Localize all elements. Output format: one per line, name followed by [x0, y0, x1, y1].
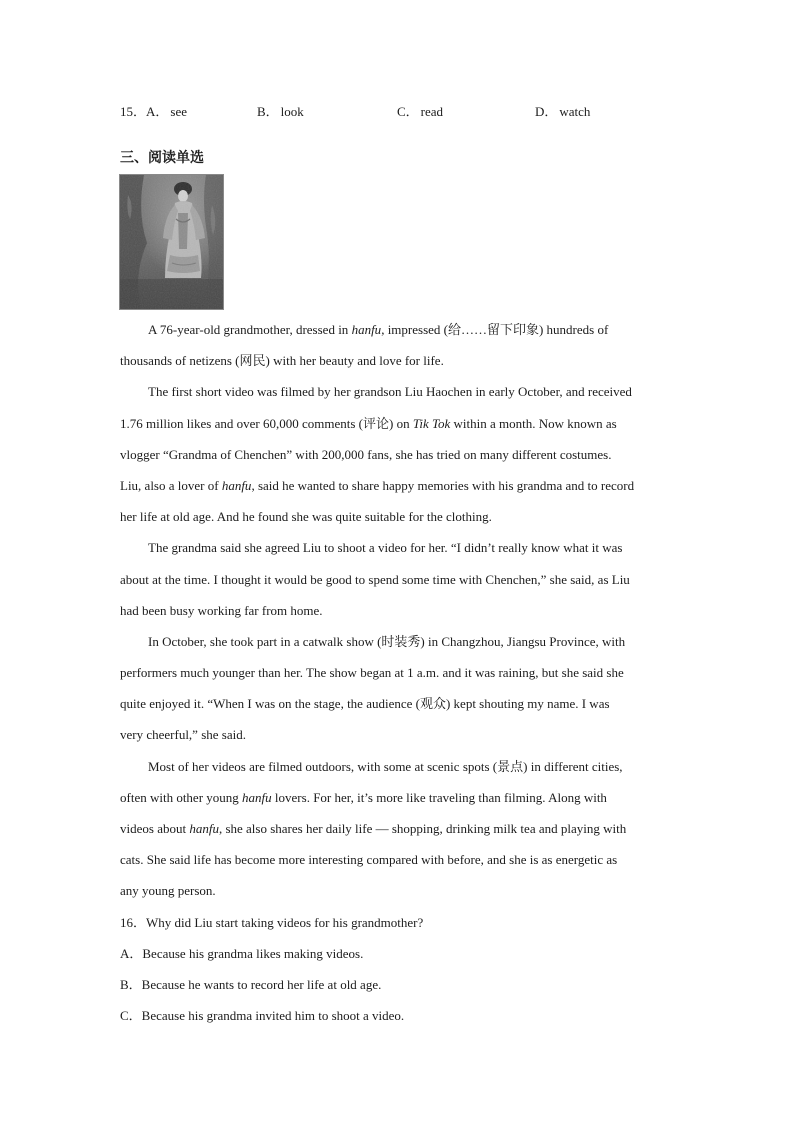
question-15-number: 15． [120, 104, 147, 119]
question-15-option-c [397, 104, 443, 120]
text-run: lovers. For her, it’s more like traveling than filming. Along with [271, 789, 607, 805]
passage-line [120, 376, 720, 407]
passage-line [120, 564, 720, 595]
text-run: performers much younger than her. The show began at 1 a.m. and it was raining, but she said she [120, 665, 624, 681]
question-16 [120, 907, 720, 1032]
passage-line [120, 470, 720, 501]
text-run: Liu, also a lover of [120, 477, 222, 493]
photo-grain [120, 175, 223, 309]
photo-image [120, 175, 223, 309]
passage-line [120, 314, 720, 345]
passage-line [120, 408, 720, 439]
passage-line [120, 501, 720, 532]
text-run: , impressed (给……留下印象) hundreds of [381, 322, 609, 337]
option-text: see [170, 104, 187, 119]
text-run: any young person. [120, 883, 216, 899]
passage-photo [120, 175, 223, 309]
text-run: videos about [120, 821, 190, 836]
text-run: The grandma said she agreed Liu to shoot a video for her. “I didn’t really know what it was [148, 540, 623, 556]
italic-term: hanfu [351, 322, 382, 337]
question-15 [0, 104, 794, 120]
passage-line [120, 782, 720, 813]
question-15-option-a [146, 104, 187, 120]
option-text: look [280, 104, 304, 119]
text-run: In October, she took part in a catwalk show (时装秀) in Changzhou, Jiangsu Province, with [148, 633, 626, 649]
passage-line [120, 844, 720, 875]
passage [120, 314, 720, 907]
option-text: read [420, 104, 444, 119]
passage-line [120, 439, 720, 470]
section-heading: 三、阅读单选 [120, 150, 204, 166]
text-run: vlogger “Grandma of Chenchen” with 200,000 fans, she has tried on many different costumes. [120, 446, 612, 462]
question-16-option-b: B．Because he wants to record her life at old age. [120, 976, 382, 992]
passage-paragraph-3 [120, 532, 720, 626]
text-run: A 76-year-old grandmother, dressed in [148, 322, 352, 337]
question-15-option-d [535, 104, 590, 120]
passage-line [120, 532, 720, 563]
text-run: Most of her videos are filmed outdoors, with some at scenic spots (景点) in different cities, [148, 758, 623, 774]
option-letter: B． [257, 104, 279, 119]
text-run: about at the time. I thought it would be good to spend some time with Chenchen,” she said, as Liu [120, 571, 630, 587]
passage-line [120, 345, 720, 376]
passage-line [120, 657, 720, 688]
passage-line [120, 813, 720, 844]
passage-paragraph-5 [120, 751, 720, 907]
text-run: The first short video was filmed by her grandson Liu Haochen in early October, and received [148, 384, 632, 400]
option-text: watch [559, 104, 591, 119]
passage-line [120, 626, 720, 657]
text-run: cats. She said life has become more interesting compared with before, and she is as energetic as [120, 852, 618, 868]
text-run: thousands of netizens (网民) with her beauty and love for life. [120, 353, 444, 369]
text-run: had been busy working far from home. [120, 602, 323, 618]
text-run: within a month. Now known as [450, 415, 617, 431]
text-run: her life at old age. And he found she was quite suitable for the clothing. [120, 509, 492, 525]
italic-term: hanfu [221, 477, 252, 493]
option-letter: D． [535, 104, 558, 119]
passage-line [120, 875, 720, 906]
passage-line [120, 595, 720, 626]
question-16-stem: 16．Why did Liu start taking videos for his grandmother? [120, 914, 424, 930]
text-run: , she also shares her daily life — shopping, drinking milk tea and playing with [218, 821, 627, 836]
italic-term: hanfu [242, 789, 272, 805]
text-run: quite enjoyed it. “When I was on the stage, the audience (观众) kept shouting my name. I was [120, 696, 610, 712]
question-16-option-c: C．Because his grandma invited him to shoot a video. [120, 1008, 405, 1024]
option-letter: A． [146, 104, 169, 119]
passage-line [120, 688, 720, 719]
question-15-option-b [257, 104, 304, 120]
reading-section [120, 314, 720, 1031]
passage-paragraph-4 [120, 626, 720, 751]
question-16-option-a: A．Because his grandma likes making videos. [120, 945, 364, 961]
passage-line [120, 719, 720, 750]
text-run: very cheerful,” she said. [120, 727, 246, 743]
passage-line [120, 751, 720, 782]
text-run: , said he wanted to share happy memories with his grandma and to record [251, 477, 635, 493]
passage-paragraph-2 [120, 376, 720, 532]
passage-paragraph-1 [120, 314, 720, 376]
text-run: often with other young [120, 789, 243, 805]
italic-term: hanfu [189, 821, 219, 836]
italic-term: Tik Tok [412, 415, 451, 431]
option-letter: C． [397, 104, 419, 119]
text-run: 1.76 million likes and over 60,000 comments (评论) on [120, 415, 413, 431]
